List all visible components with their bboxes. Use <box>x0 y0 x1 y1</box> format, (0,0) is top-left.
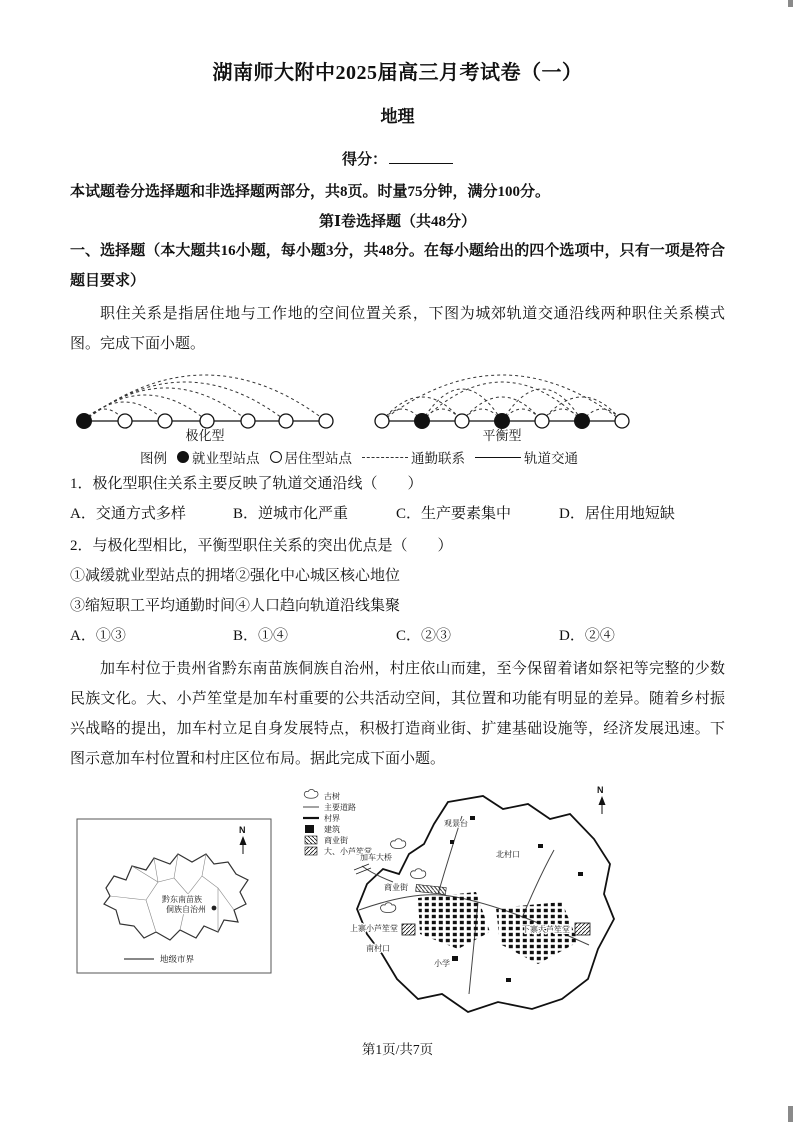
legend-road-label: 主要道路 <box>324 803 356 812</box>
label-north-gate: 北村口 <box>496 850 520 859</box>
rail-diagrams <box>70 363 725 443</box>
legend-commute-label: 通勤联系 <box>411 451 465 466</box>
compass-icon <box>240 836 247 854</box>
q1-option-c: C．生产要素集中 <box>396 506 512 522</box>
legend-employment <box>177 447 260 467</box>
tree-icon <box>304 789 318 798</box>
building-icon <box>305 825 314 833</box>
q1-option-d: D．居住用地短缺 <box>559 506 675 522</box>
rail-line-icon <box>475 457 521 458</box>
q2-option-a: A．①③ <box>70 628 126 644</box>
question-2-items-2: ③缩短职工平均通勤时间④人口趋向轨道沿线集聚 <box>70 598 401 614</box>
legend-employment-label: 就业型站点 <box>192 451 260 466</box>
label-upper-hall: 上寨小芦笙堂 <box>350 924 398 933</box>
label-south-gate: 南村口 <box>366 944 390 953</box>
q2-option-d: D．②④ <box>559 628 615 644</box>
score-label: 得分： <box>341 152 387 168</box>
balanced-diagram <box>368 363 638 443</box>
bridge-icon <box>354 864 371 874</box>
legend-street-label: 商业街 <box>324 836 348 845</box>
section-desc: 一、选择题（本大题共16小题，每小题3分，共48分。在每小题给出的四个选项中，只有一项是符合题目要求） <box>70 243 725 289</box>
q1-option-a: A．交通方式多样 <box>70 506 186 522</box>
polarized-label: 极化型 <box>185 428 225 443</box>
score-blank <box>389 150 453 164</box>
city-boundary-label: 地级市界 <box>160 954 195 964</box>
prefecture-marker <box>212 906 217 911</box>
lower-hall-site <box>575 923 590 935</box>
north-label: N <box>239 825 246 835</box>
question-2-items-1: ①减缓就业型站点的拥堵②强化中心城区核心地位 <box>70 568 401 584</box>
prefecture-label-line1: 黔东南苗族 <box>162 895 202 904</box>
scrollbar-mark-bottom[interactable] <box>788 1106 793 1122</box>
maps-figure <box>70 782 725 1022</box>
q2-option-b: B．①④ <box>233 628 289 644</box>
province-map <box>76 818 272 974</box>
commute-line-icon <box>362 457 408 458</box>
prefecture-borders <box>110 854 234 932</box>
balanced-label: 平衡型 <box>482 428 522 443</box>
legend-rail <box>475 447 578 467</box>
score-line <box>70 148 725 169</box>
village-map <box>298 782 628 1020</box>
exam-subject: 地理 <box>380 107 415 126</box>
exam-title: 湖南师大附中2025届高三月考试卷（一） <box>212 62 583 84</box>
diagram-legend <box>140 447 725 467</box>
label-street: 商业街 <box>384 883 408 892</box>
label-school: 小学 <box>434 959 450 968</box>
q1-option-b: B．逆城市化严重 <box>233 506 349 522</box>
label-viewpoint: 观景台 <box>444 819 468 828</box>
commercial-street-icon <box>305 836 317 844</box>
question-1-options <box>70 499 725 529</box>
label-bridge: 加车大桥 <box>360 853 392 862</box>
label-lower-hall: 下寨大芦笙堂 <box>522 925 570 934</box>
legend-rail-label: 轨道交通 <box>524 451 578 466</box>
legend-title: 图例 <box>140 451 167 466</box>
legend-border-label: 村界 <box>324 814 340 823</box>
page-number: 第1页/共7页 <box>361 1042 434 1057</box>
exam-note: 本试题卷分选择题和非选择题两部分，共8页。时量75分钟，满分100分。 <box>70 184 551 200</box>
legend-tree-label: 古树 <box>324 792 340 801</box>
q2-option-c: C．②③ <box>396 628 452 644</box>
employment-station-icon <box>177 451 189 463</box>
prefecture-label-line2: 侗族自治州 <box>166 905 206 914</box>
scrollbar-mark-top[interactable] <box>788 0 793 7</box>
legend-residential-label: 居住型站点 <box>284 451 352 466</box>
village-map-legend <box>303 789 372 856</box>
question-2-stem: 2．与极化型相比，平衡型职住关系的突出优点是（ ） <box>70 538 453 554</box>
residential-station-icon <box>270 451 282 463</box>
legend-commute <box>362 447 465 467</box>
polarized-diagram <box>70 363 340 443</box>
question-1-stem: 1．极化型职住关系主要反映了轨道交通沿线（ ） <box>70 476 423 492</box>
lusheng-hall-icon <box>305 847 317 855</box>
compass-icon <box>599 796 606 814</box>
passage-2: 加车村位于贵州省黔东南苗族侗族自治州，村庄依山而建，至今保留着诸如祭祀等完整的少数民族文化。大、小芦笙堂是加车村重要的公共活动空间，其位置和功能有明显的差异。随着乡村振兴战略的提出，加车村立足自身发展特点，积极打造商业街、扩建基础设施等，经济发展迅速。下图示意加车村位置和村庄区位布局。据此完成下面小题。 <box>70 661 725 767</box>
question-2-options <box>70 621 725 651</box>
legend-hall-label: 大、小芦笙堂 <box>324 847 372 856</box>
section-title: 第Ⅰ卷选择题（共48分） <box>318 214 477 230</box>
passage-1: 职住关系是指居住地与工作地的空间位置关系，下图为城郊轨道交通沿线两种职住关系模式图。完成下面小题。 <box>70 306 725 352</box>
legend-building-label: 建筑 <box>324 825 340 834</box>
upper-hall-site <box>402 924 415 935</box>
legend-residential <box>270 447 353 467</box>
north-label: N <box>597 785 604 795</box>
